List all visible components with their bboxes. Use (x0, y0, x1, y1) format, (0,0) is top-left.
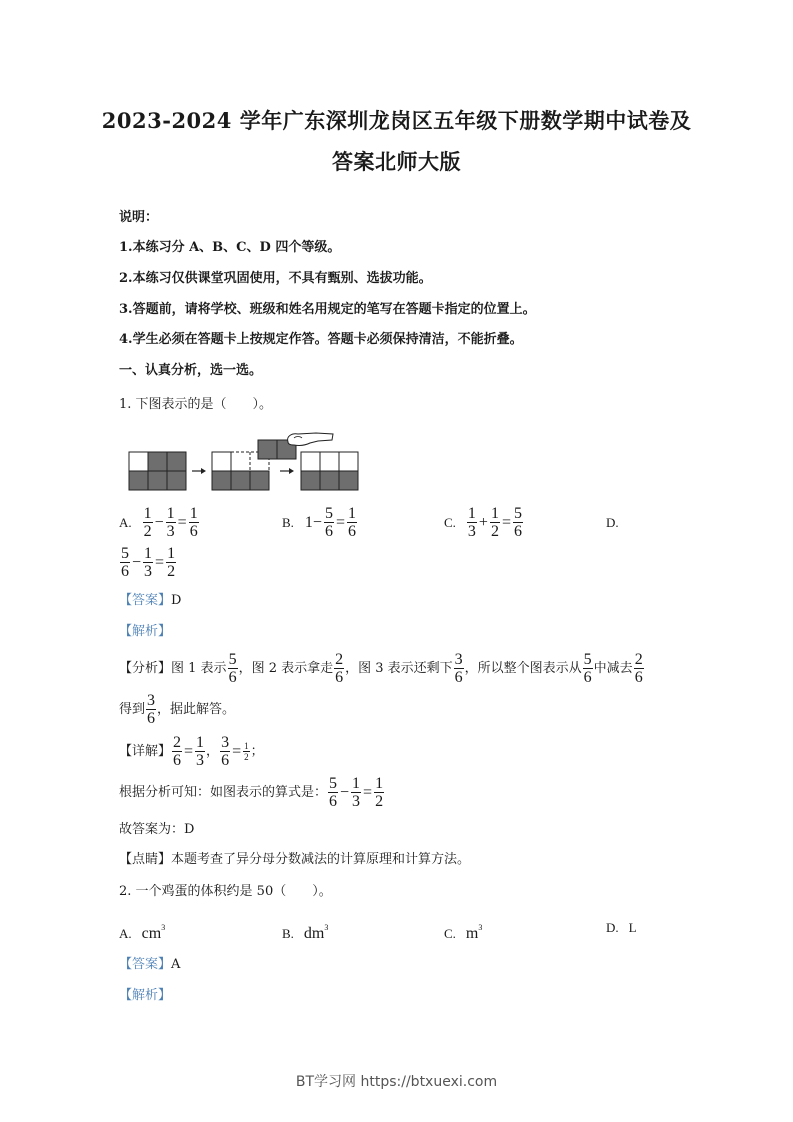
question-2-option-d[interactable]: D. L (606, 920, 637, 935)
question-2-option-a[interactable]: A. $cm^3$ (119, 923, 166, 942)
hand-icon (288, 433, 333, 445)
answer-tag: 【答案】 (119, 593, 172, 608)
question-2-option-b[interactable]: B. $dm^3$ (282, 923, 329, 942)
question-1-conclusion: 根据分析可知：如图表示的算式是： $\frac{5}{6}$ − $\frac{1}{3}$ = $\frac{1}{2}$ (119, 775, 384, 810)
question-1-option-c[interactable]: C. $\frac{1}{3}$ + $\frac{1}{2}$ = $\frac{5}{6}$ (444, 505, 522, 540)
question-2-answer (119, 956, 180, 974)
answer-value: D (171, 593, 182, 608)
instruction-item: 2.本练习仅供课堂巩固使用，不具有甄别、选拔功能。 (119, 271, 432, 286)
arrow-right-icon (280, 468, 294, 474)
question-1-stem: 1. 下图表示的是（ ）。 (119, 397, 273, 412)
grid-1 (129, 452, 186, 490)
question-1-option-d-expr[interactable]: $\frac{5}{6}$ − $\frac{1}{3}$ = $\frac{1}{2}$ (121, 545, 176, 580)
section-heading: 一、认真分析，选一选。 (119, 363, 263, 378)
question-1-option-b[interactable]: B. 1− $\frac{5}{6}$ = $\frac{1}{6}$ (282, 505, 356, 540)
instructions-heading: 说明： (119, 210, 159, 225)
question-2-option-c[interactable]: C. $m^3$ (444, 923, 483, 942)
question-1-final: 故答案为：D (119, 822, 195, 837)
question-1-option-a[interactable]: A. $\frac{1}{2}$ − $\frac{1}{3}$ = $\frac{1}{6}$ (119, 505, 198, 540)
answer-tag: 【答案】 (119, 957, 172, 972)
question-1-figure (128, 430, 363, 499)
question-1-option-d-label[interactable]: D. (606, 515, 619, 530)
grid-3 (301, 452, 358, 490)
question-1-answer (119, 592, 181, 610)
instruction-item: 1.本练习分 A、B、C、D 四个等级。 (119, 240, 341, 255)
question-1-dianjing: 【点睛】本题考查了异分母分数减法的计算原理和计算方法。 (119, 852, 471, 867)
question-1-xiangjie: 【详解】 $\frac{2}{6}$ = $\frac{1}{3}$ ， $\frac{3}{6}$ = $\frac{1}{2}$ ； (119, 734, 264, 769)
instruction-item: 3.答题前，请将学校、班级和姓名用规定的笔写在答题卡指定的位置上。 (119, 302, 536, 317)
question-2-analysis-tag: 【解析】 (119, 988, 172, 1003)
arrow-right-icon (192, 468, 206, 474)
question-1-fenxi: 【分析】 图 1 表示 $\frac{5}{6}$ ，图 2 表示拿走 $\frac{2}{6}$ ，图 3 表示还剩下 $\frac{3}{6}$ ，所以整个图表示从 $\frac{5}{6}$ 中减去 $\frac{2}{6}$ (119, 651, 643, 686)
document-title-line1: 2023-2024 学年广东深圳龙岗区五年级下册数学期中试卷及 (101, 108, 692, 133)
document-title-line2: 答案北师大版 (332, 149, 461, 174)
question-1-fenxi-cont: 得到 $\frac{3}{6}$ ，据此解答。 (119, 692, 236, 727)
footer-watermark: BT学习网 https://btxuexi.com (295, 1074, 498, 1090)
answer-value: A (171, 957, 181, 972)
instruction-item: 4.学生必须在答题卡上按规定作答。答题卡必须保持清洁，不能折叠。 (119, 332, 523, 347)
question-2-stem: 2. 一个鸡蛋的体积约是 50（ ）。 (119, 884, 332, 899)
question-1-analysis-tag: 【解析】 (119, 624, 172, 639)
